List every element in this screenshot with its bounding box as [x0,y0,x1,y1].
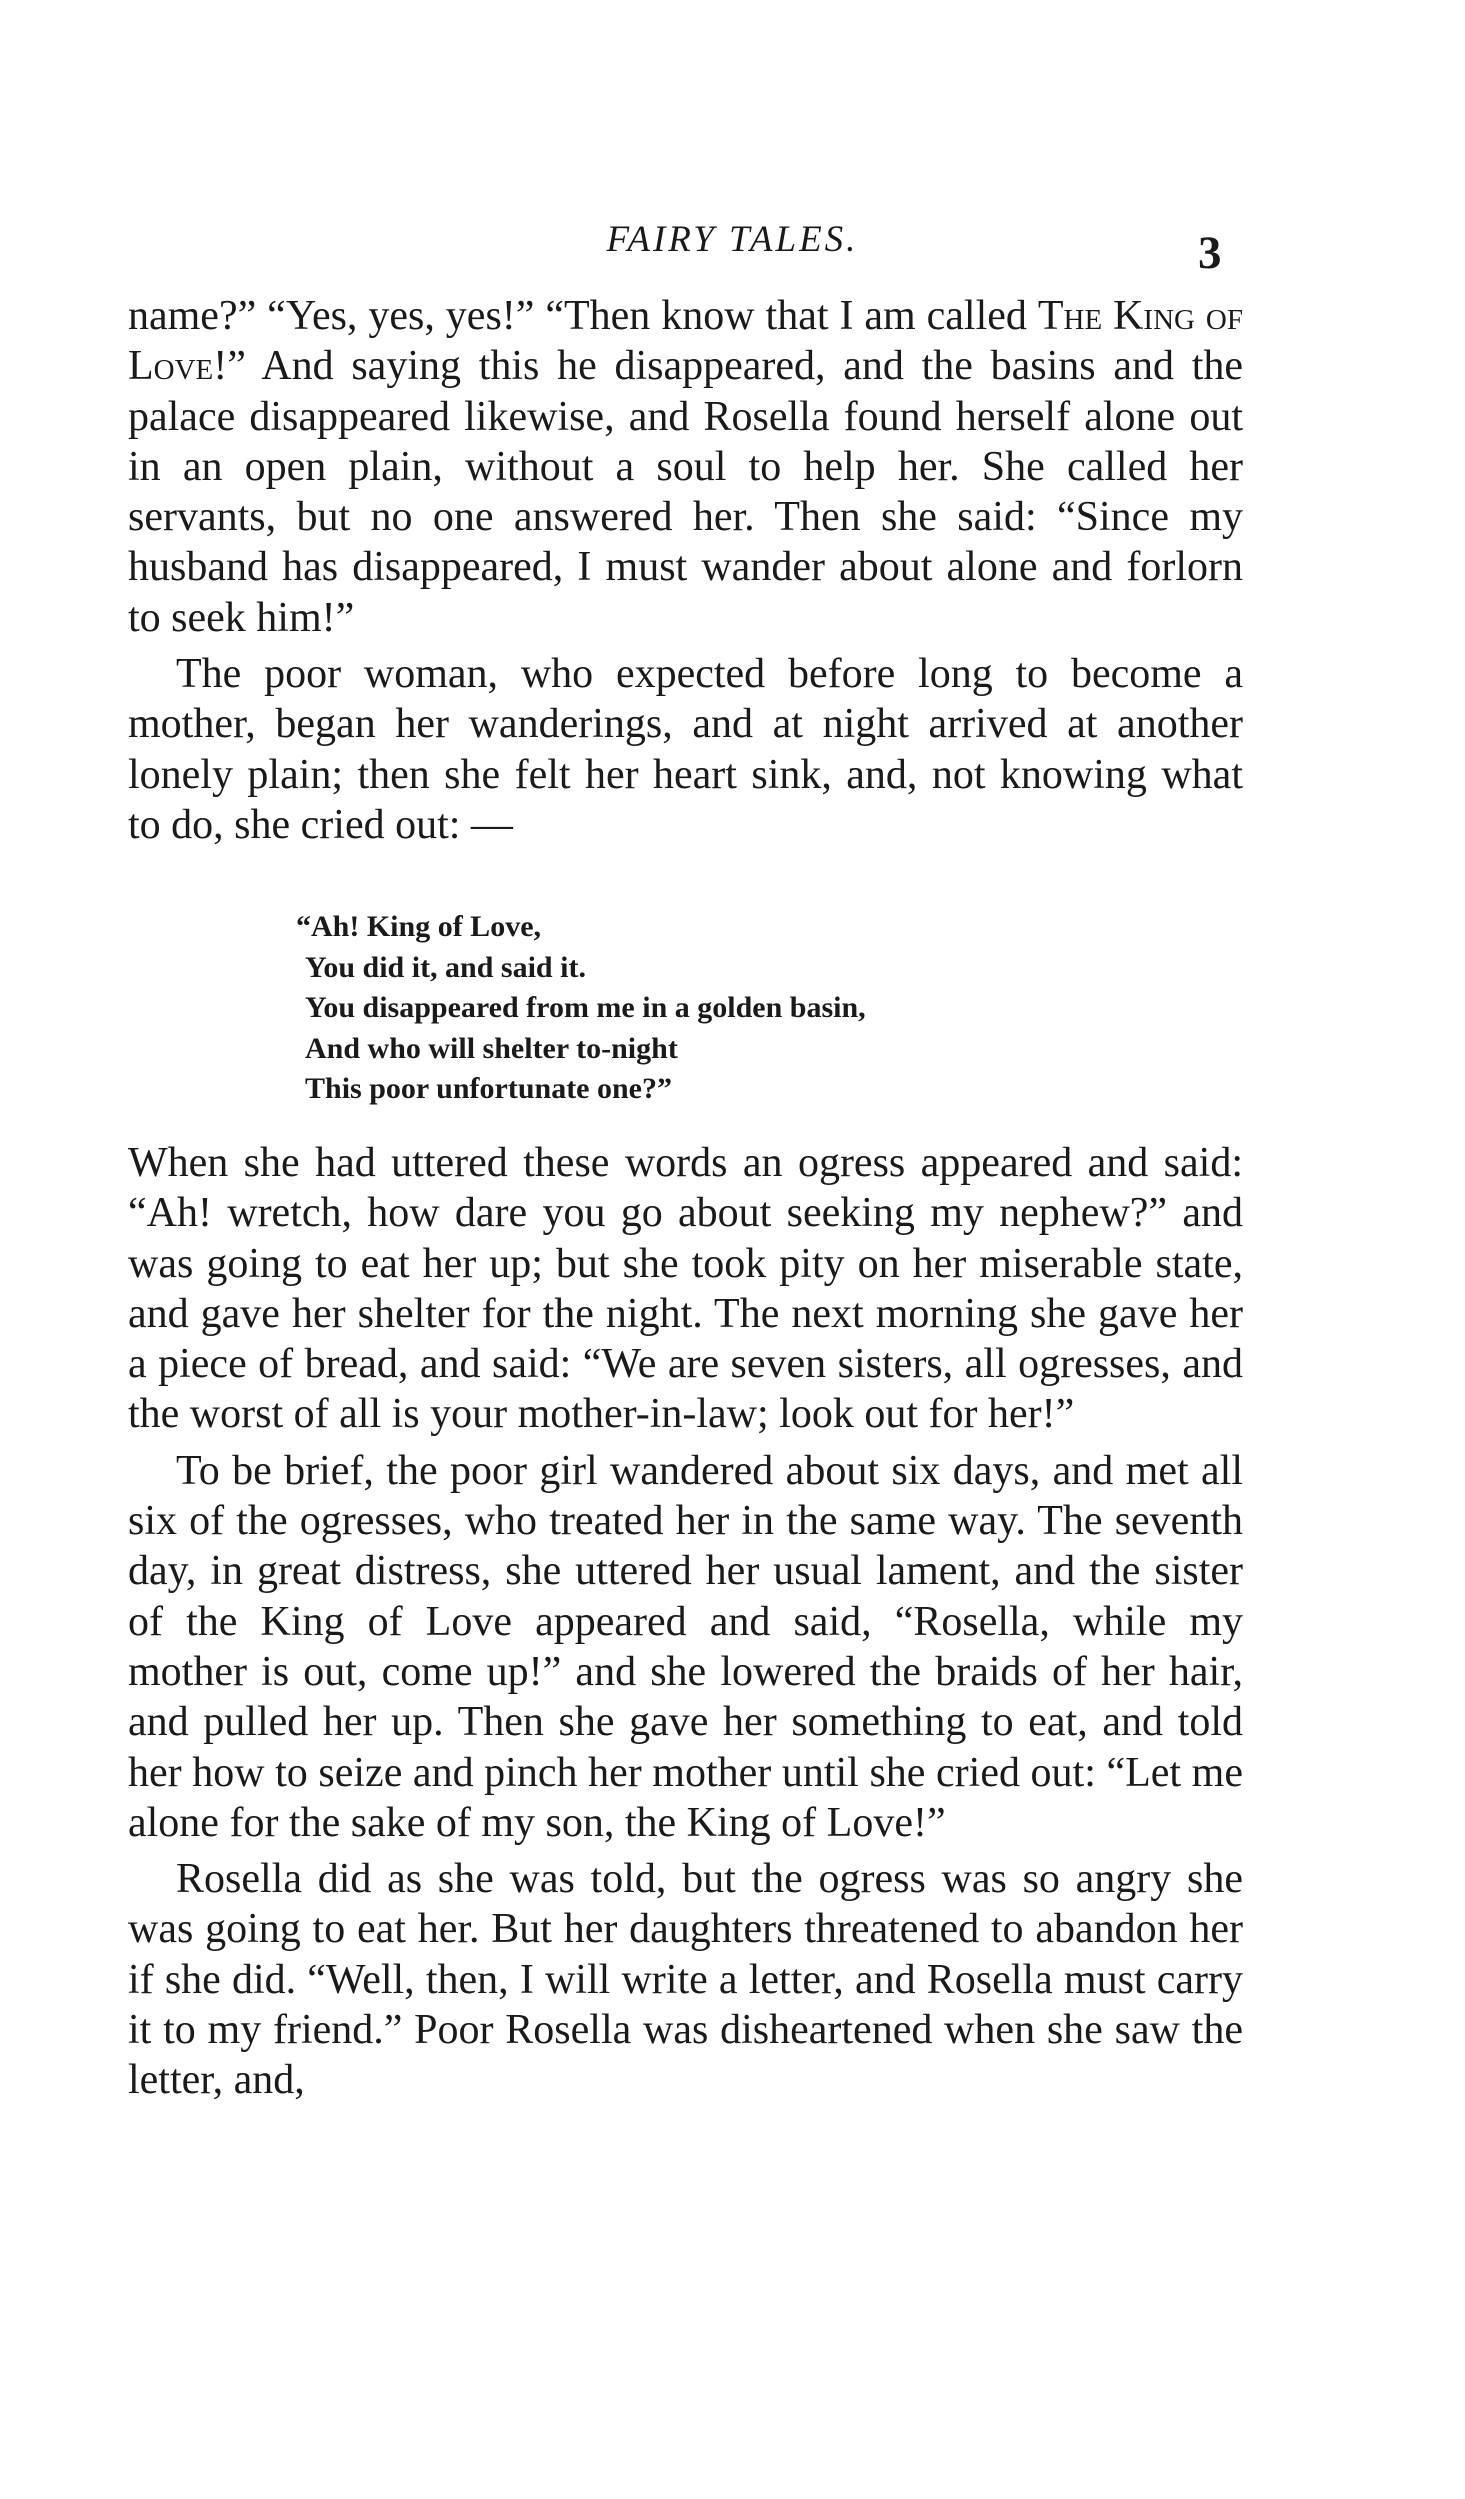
verse-line: This poor unfortunate one?” [305,1072,673,1105]
paragraph-1-end: !” And saying this he disappeared, and the basins and the palace disappeared likewise, and Rosella found herself alone out in an open plain, without a soul to help her. She called her servants, but no one answered her. Then she said: “Since my husband has disappeared, I must wander about alone and forlorn to seek him!” [128,343,1243,641]
king-of-love-smallcaps: The King of Love [128,293,1243,390]
verse-line: And who will shelter to-night [305,1031,678,1065]
running-title: FAIRY TALES. [606,219,859,260]
verse-block [296,907,1105,1110]
verse-line: You did it, and said it. [305,950,586,984]
paragraph-1 [128,291,1243,643]
paragraph-2: The poor woman, who expected before long to become a mother, began her wanderings, and at night arrived at another lonely plain; then she felt her heart sink, and, not knowing what to do, she cried out: — [128,651,1243,848]
paragraph-4: To be brief, the poor girl wandered about six days, and met all six of the ogresses, who treated her in the same way. The seventh day, in great distress, she uttered her usual lament, and the sister of the King of Love appeared and said, “Rosella, while my mother is out, come up!” and she lowered the braids of her hair, and pulled her up. Then she gave her something to eat, and told her how to seize and pinch her mother until she cried out: “Let me alone for the sake of my son, the King of Love!” [128,1447,1243,1846]
text-block-lower [128,1138,1243,2106]
verse-line: “Ah! King of Love, [296,910,542,943]
page-number: 3 [1198,227,1222,279]
paragraph-1-start: name?” “Yes, yes, yes!” “Then know that I am called [128,293,1038,339]
paragraph-5: Rosella did as she was told, but the ogress was so angry she was going to eat her. But her daughters threatened to abandon her if she did. “Well, then, I will write a letter, and Rosella must carry it to my friend.” Poor Rosella was disheartened when she saw the letter, and, [128,1856,1243,2104]
paragraph-3: When she had uttered these words an ogress appeared and said: “Ah! wretch, how dare you go about seeking my nephew?” and was going to eat her up; but she took pity on her miserable state, and gave her shelter for the night. The next morning she gave her a piece of bread, and said: “We are seven sisters, all ogresses, and the worst of all is your mother-in-law; look out for her!” [128,1140,1243,1438]
text-block-upper [128,291,1243,850]
verse-line: You disappeared from me in a golden basin, [305,991,866,1024]
